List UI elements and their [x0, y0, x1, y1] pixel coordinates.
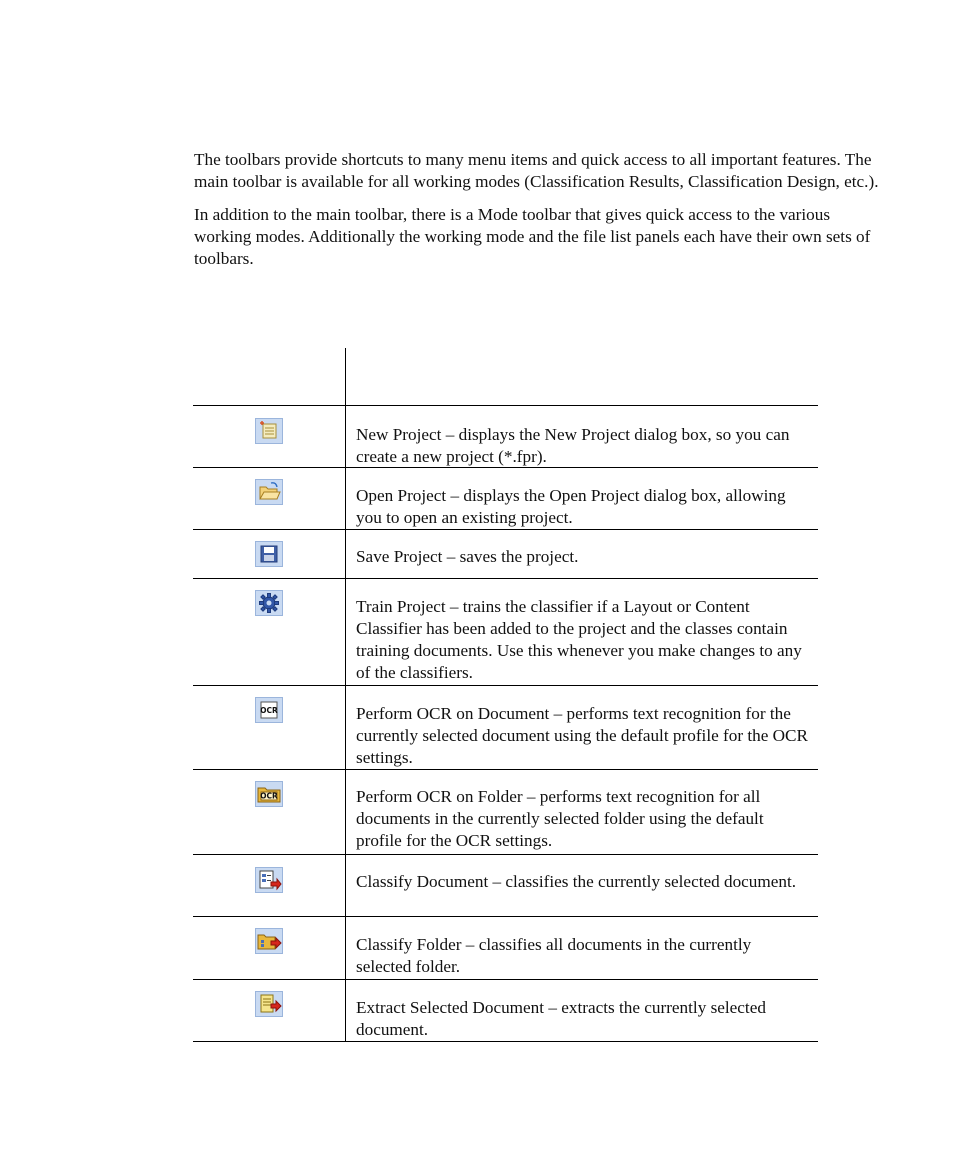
- row-description: Perform OCR on Folder – performs text recognition for all documents in the currently selected folder using the default profile for the OCR settings.: [345, 770, 818, 854]
- extract-document-icon: [255, 991, 283, 1017]
- row-description: Classify Document – classifies the currently selected document.: [345, 855, 818, 916]
- ocr-folder-icon: [255, 781, 283, 807]
- new-project-icon: [255, 418, 283, 444]
- table-row: [193, 980, 818, 1042]
- save-project-icon: [255, 541, 283, 567]
- table-row: [193, 468, 818, 530]
- ocr-document-icon: [255, 697, 283, 723]
- row-description: New Project – displays the New Project dialog box, so you can create a new project (*.fpr).: [345, 406, 818, 467]
- intro-text: [194, 149, 884, 281]
- row-description: Save Project – saves the project.: [345, 530, 818, 578]
- table-row: [193, 579, 818, 686]
- classify-document-icon: [255, 867, 283, 893]
- intro-paragraph-2: In addition to the main toolbar, there is a Mode toolbar that gives quick access to the various working modes. Additionally the working mode and the file list panels each have their own sets of toolbars.: [194, 205, 871, 268]
- row-description: Perform OCR on Document – performs text recognition for the currently selected document using the default profile for the OCR settings.: [345, 686, 818, 769]
- toolbar-table: [193, 348, 818, 1042]
- table-row: [193, 770, 818, 855]
- table-row: [193, 855, 818, 917]
- table-row: [193, 686, 818, 770]
- row-description: Train Project – trains the classifier if a Layout or Content Classifier has been added to the project and the classes contain training documents. Use this whenever you make changes to any of the classifiers.: [345, 579, 818, 685]
- table-row: [193, 530, 818, 579]
- row-description: Open Project – displays the Open Project dialog box, allowing you to open an existing project.: [345, 468, 818, 529]
- table-row: [193, 406, 818, 468]
- train-project-icon: [255, 590, 283, 616]
- row-description: Classify Folder – classifies all documents in the currently selected folder.: [345, 917, 818, 979]
- table-row: [193, 917, 818, 980]
- intro-paragraph-1: The toolbars provide shortcuts to many menu items and quick access to all important features. The main toolbar is available for all working modes (Classification Results, Classification Design, etc.).: [194, 150, 879, 191]
- open-project-icon: [255, 479, 283, 505]
- table-header: [193, 348, 818, 406]
- classify-folder-icon: [255, 928, 283, 954]
- row-description: Extract Selected Document – extracts the currently selected document.: [345, 980, 818, 1041]
- ocr-label: OCR: [260, 706, 278, 715]
- ocr-label: OCR: [260, 791, 278, 801]
